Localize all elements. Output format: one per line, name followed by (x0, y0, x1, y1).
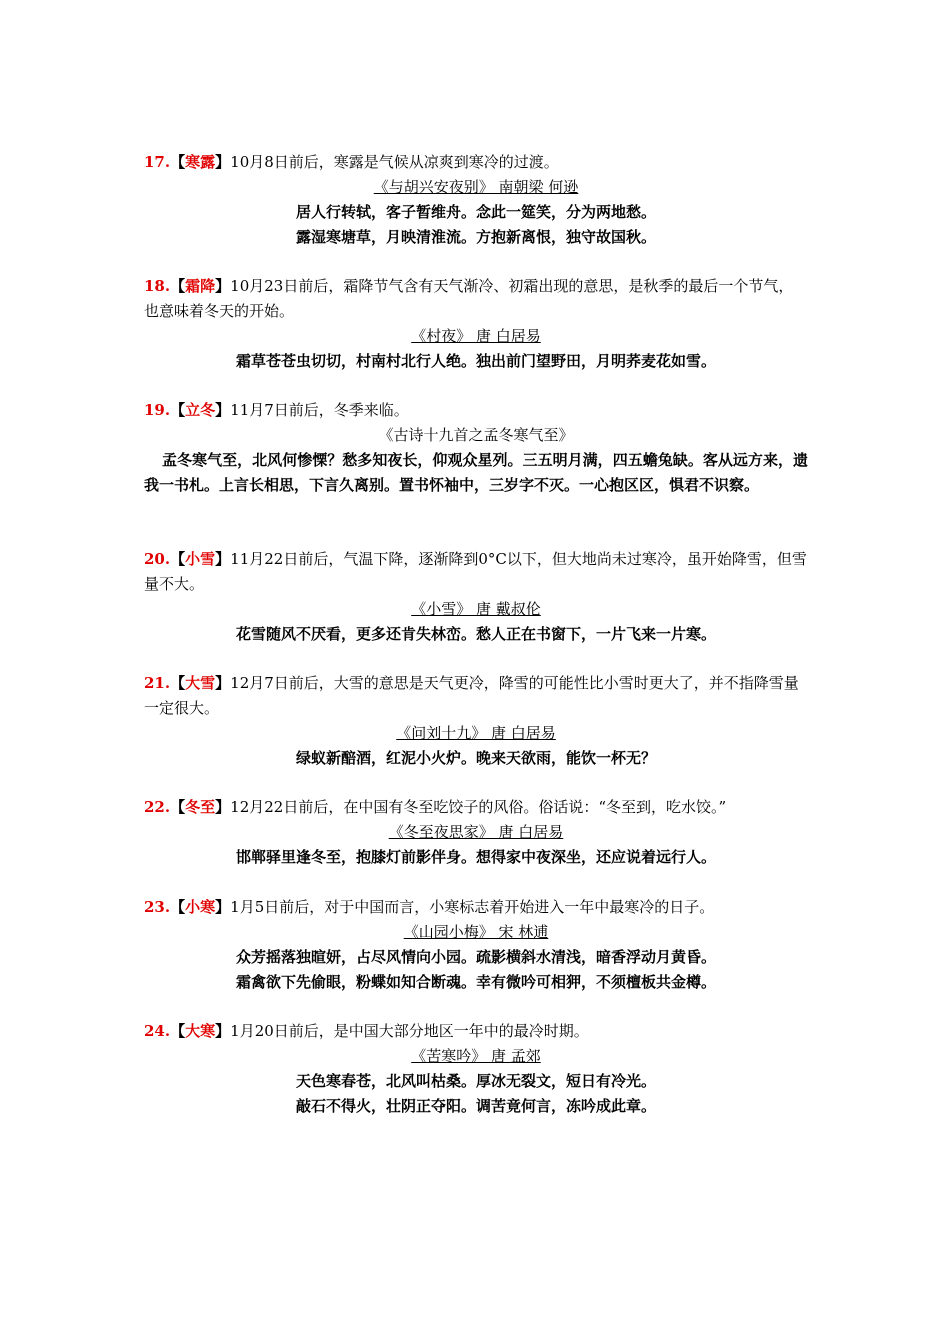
description-text: 12月22日前后，在中国有冬至吃饺子的风俗。俗话说：“冬至到，吃水饺。” (230, 798, 727, 816)
entry-number: 19. (144, 401, 171, 419)
poem-title-text: 《小雪》 唐 戴叔伦 (411, 600, 541, 618)
poem-line: 花雪随风不厌看，更多还肯失林峦。愁人正在书窗下，一片飞来一片寒。 (235, 625, 716, 643)
poem-line: 霜禽欲下先偷眼，粉蝶如知合断魂。幸有微吟可相狎，不须檀板共金樽。 (235, 973, 716, 991)
term-name: 冬至 (185, 798, 216, 816)
poem-title-text: 《山园小梅》 宋 林逋 (403, 923, 549, 941)
description-text: 12月7日前后，大雪的意思是天气更冷，降雪的可能性比小雪时更大了，并不指降雪量一定很大。 (144, 674, 799, 717)
poem-title-text: 《村夜》 唐 白居易 (411, 327, 541, 345)
left-bracket: 【 (170, 401, 186, 419)
poem-title (144, 1044, 808, 1069)
poem-title-text: 《冬至夜思家》 唐 白居易 (388, 823, 564, 841)
entry-number: 20. (144, 550, 171, 568)
entry-description (144, 895, 808, 920)
poem-title (144, 423, 808, 448)
left-bracket: 【 (170, 1022, 186, 1040)
solar-term-entry-19 (144, 398, 808, 498)
description-text: 10月8日前后，寒露是气候从凉爽到寒冷的过渡。 (230, 153, 559, 171)
poem-line: 众芳摇落独暄妍，占尽风情向小园。疏影横斜水清浅，暗香浮动月黄昏。 (235, 948, 716, 966)
left-bracket: 【 (170, 277, 186, 295)
term-name: 霜降 (185, 277, 216, 295)
poem-title-text: 《问刘十九》 唐 白居易 (396, 724, 556, 742)
right-bracket: 】 (215, 898, 231, 916)
poem-line: 绿蚁新醅酒，红泥小火炉。晚来天欲雨，能饮一杯无？ (295, 749, 656, 767)
right-bracket: 】 (215, 674, 231, 692)
solar-term-entry-17 (144, 150, 808, 250)
entry-description (144, 398, 808, 423)
entry-number: 24. (144, 1022, 171, 1040)
entry-description (144, 671, 808, 721)
right-bracket: 】 (215, 153, 231, 171)
entry-description (144, 1019, 808, 1044)
right-bracket: 】 (215, 798, 231, 816)
description-text: 11月22日前后，气温下降，逐渐降到0°C以下，但大地尚未过寒冷，虽开始降雪，但雪量不大。 (144, 550, 807, 593)
right-bracket: 】 (215, 550, 231, 568)
left-bracket: 【 (170, 674, 186, 692)
solar-term-entry-21 (144, 671, 808, 771)
description-text: 11月7日前后，冬季来临。 (230, 401, 409, 419)
poem-title-text: 《苦寒吟》 唐 孟郊 (411, 1047, 541, 1065)
term-name: 立冬 (185, 401, 216, 419)
entry-description (144, 150, 808, 175)
term-name: 大雪 (185, 674, 216, 692)
poem-line: 天色寒春苍，北风叫枯桑。厚冰无裂文，短日有冷光。 (295, 1072, 656, 1090)
solar-term-entry-18 (144, 274, 808, 374)
term-name: 小雪 (185, 550, 216, 568)
description-text: 1月5日前后，对于中国而言，小寒标志着开始进入一年中最寒冷的日子。 (230, 898, 715, 916)
poem-title (144, 820, 808, 845)
entry-number: 18. (144, 277, 171, 295)
left-bracket: 【 (170, 550, 186, 568)
poem-line: 邯郸驿里逢冬至，抱膝灯前影伴身。想得家中夜深坐，还应说着远行人。 (235, 848, 716, 866)
poem-title-text: 《古诗十九首之孟冬寒气至》 (378, 426, 574, 444)
term-name: 大寒 (185, 1022, 216, 1040)
poem-title (144, 175, 808, 200)
term-name: 寒露 (185, 153, 216, 171)
right-bracket: 】 (215, 277, 231, 295)
poem-title (144, 324, 808, 349)
poem-line: 孟冬寒气至，北风何惨慄？愁多知夜长，仰观众星列。三五明月满，四五蟾兔缺。客从远方来，遗我一书札。上言长相思，下言久离别。置书怀袖中，三岁字不灭。一心抱区区，惧君不识察。 (144, 451, 808, 494)
solar-term-entry-22 (144, 795, 808, 870)
poem-title (144, 721, 808, 746)
poem-line: 居人行转轼，客子暂维舟。念此一筵笑，分为两地愁。 (295, 203, 656, 221)
left-bracket: 【 (170, 153, 186, 171)
poem-line: 露湿寒塘草，月映清淮流。方抱新离恨，独守故国秋。 (295, 228, 656, 246)
entry-description (144, 274, 808, 324)
poem-title-text: 《与胡兴安夜别》 南朝梁 何逊 (373, 178, 579, 196)
poem-line: 霜草苍苍虫切切，村南村北行人绝。独出前门望野田，月明荞麦花如雪。 (235, 352, 716, 370)
solar-term-entry-20 (144, 547, 808, 647)
right-bracket: 】 (215, 1022, 231, 1040)
poem-line: 敲石不得火，壮阴正夺阳。调苦竟何言，冻吟成此章。 (295, 1097, 656, 1115)
entry-number: 22. (144, 798, 171, 816)
right-bracket: 】 (215, 401, 231, 419)
description-text: 10月23日前后，霜降节气含有天气渐冷、初霜出现的意思，是秋季的最后一个节气，也意味着冬天的开始。 (144, 277, 794, 320)
poem-title (144, 597, 808, 622)
entry-number: 21. (144, 674, 171, 692)
description-text: 1月20日前后，是中国大部分地区一年中的最冷时期。 (230, 1022, 589, 1040)
poem-title (144, 920, 808, 945)
solar-term-entry-24 (144, 1019, 808, 1119)
left-bracket: 【 (170, 898, 186, 916)
term-name: 小寒 (185, 898, 216, 916)
entry-description (144, 795, 808, 820)
left-bracket: 【 (170, 798, 186, 816)
entry-number: 17. (144, 153, 171, 171)
solar-term-entry-23 (144, 895, 808, 995)
entry-number: 23. (144, 898, 171, 916)
entry-description (144, 547, 808, 597)
